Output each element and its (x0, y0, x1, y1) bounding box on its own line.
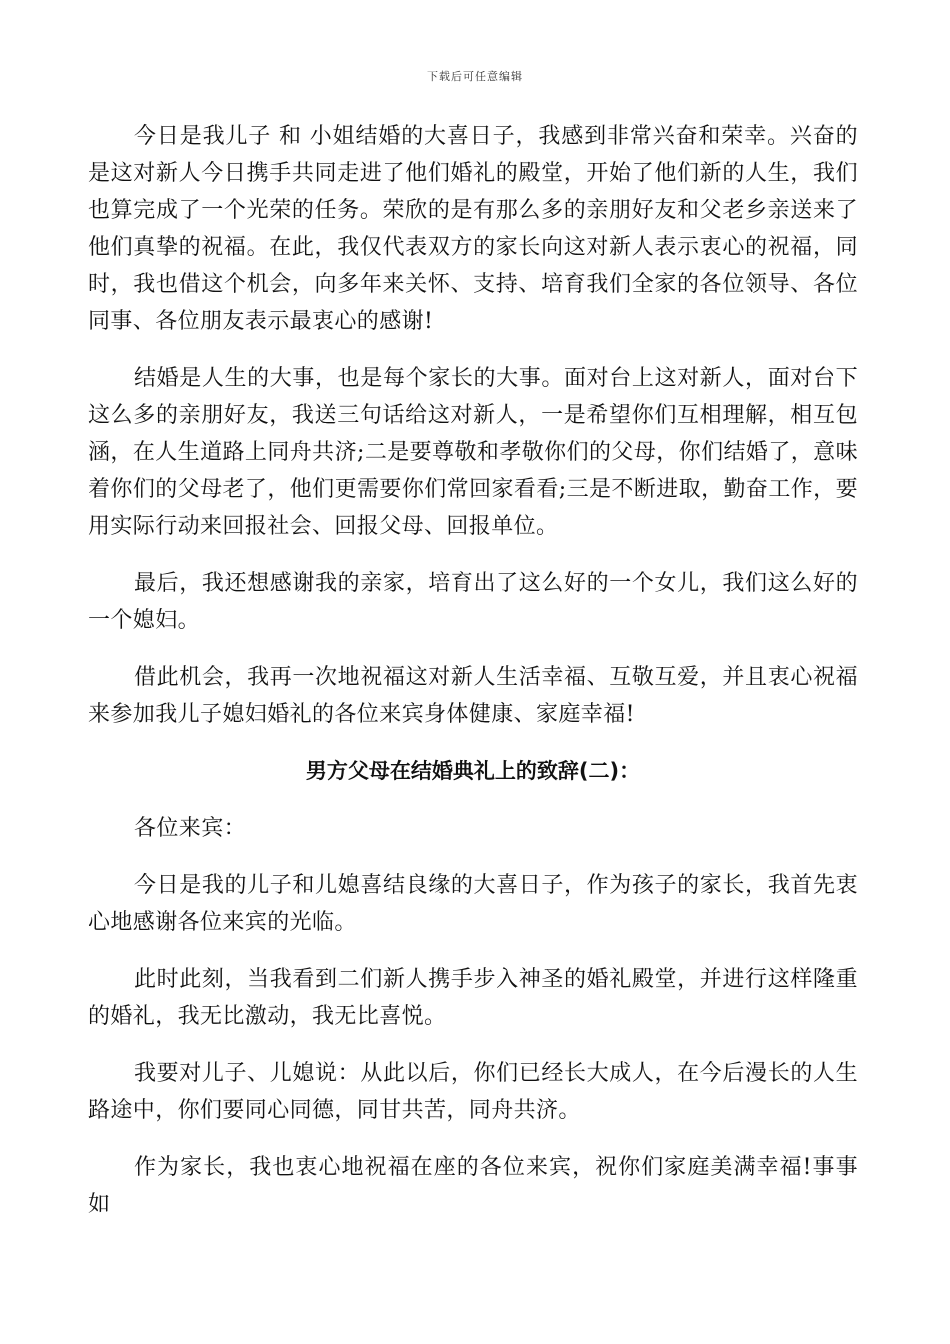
paragraph-2: 结婚是人生的大事，也是每个家长的大事。面对台上这对新人，面对台下这么多的亲朋好友，我送三句话给这对新人，一是希望你们互相理解，相互包涵，在人生道路上同舟共济;二是要尊敬和孝敬你们的父母，你们结婚了，意味着你们的父母老了，他们更需要你们常回家看看;三是不断进取，勤奋工作，要用实际行动来回报社会、回报父母、回报单位。 (88, 366, 858, 539)
paragraph-4: 借此机会，我再一次地祝福这对新人生活幸福、互敬互爱，并且衷心祝福来参加我儿子媳妇婚礼的各位来宾身体健康、家庭幸福! (88, 665, 858, 727)
paragraph-5: 今日是我的儿子和儿媳喜结良缘的大喜日子，作为孩子的家长，我首先衷心地感谢各位来宾的光临。 (88, 873, 858, 935)
paragraph-8: 作为家长，我也衷心地祝福在座的各位来宾，祝你们家庭美满幸福!事事如 (88, 1155, 858, 1217)
paragraph-6: 此时此刻，当我看到二们新人携手步入神圣的婚礼殿堂，并进行这样隆重的婚礼，我无比激动，我无比喜悦。 (88, 967, 858, 1029)
paragraph-salutation: 各位来宾： (134, 816, 247, 841)
paragraph-1: 今日是我儿子 和 小姐结婚的大喜日子，我感到非常兴奋和荣幸。兴奋的是这对新人今日携手共同走进了他们婚礼的殿堂，开始了他们新的人生，我们也算完成了一个光荣的任务。荣欣的是有那么多的亲朋好友和父老乡亲送来了他们真挚的祝福。在此，我仅代表双方的家长向这对新人表示衷心的祝福，同时，我也借这个机会，向多年来关怀、支持、培育我们全家的各位领导、各位同事、各位朋友表示最衷心的感谢! (88, 124, 858, 334)
document-body (88, 118, 858, 1243)
paragraph-3: 最后，我还想感谢我的亲家，培育出了这么好的一个女儿，我们这么好的一个媳妇。 (88, 571, 858, 633)
header-note: 下载后可任意编辑 (427, 70, 523, 83)
section-title: 男方父母在结婚典礼上的致辞(二)： (305, 759, 641, 783)
paragraph-7: 我要对儿子、儿媳说：从此以后，你们已经长大成人，在今后漫长的人生路途中，你们要同心同德，同甘共苦，同舟共济。 (88, 1061, 858, 1123)
